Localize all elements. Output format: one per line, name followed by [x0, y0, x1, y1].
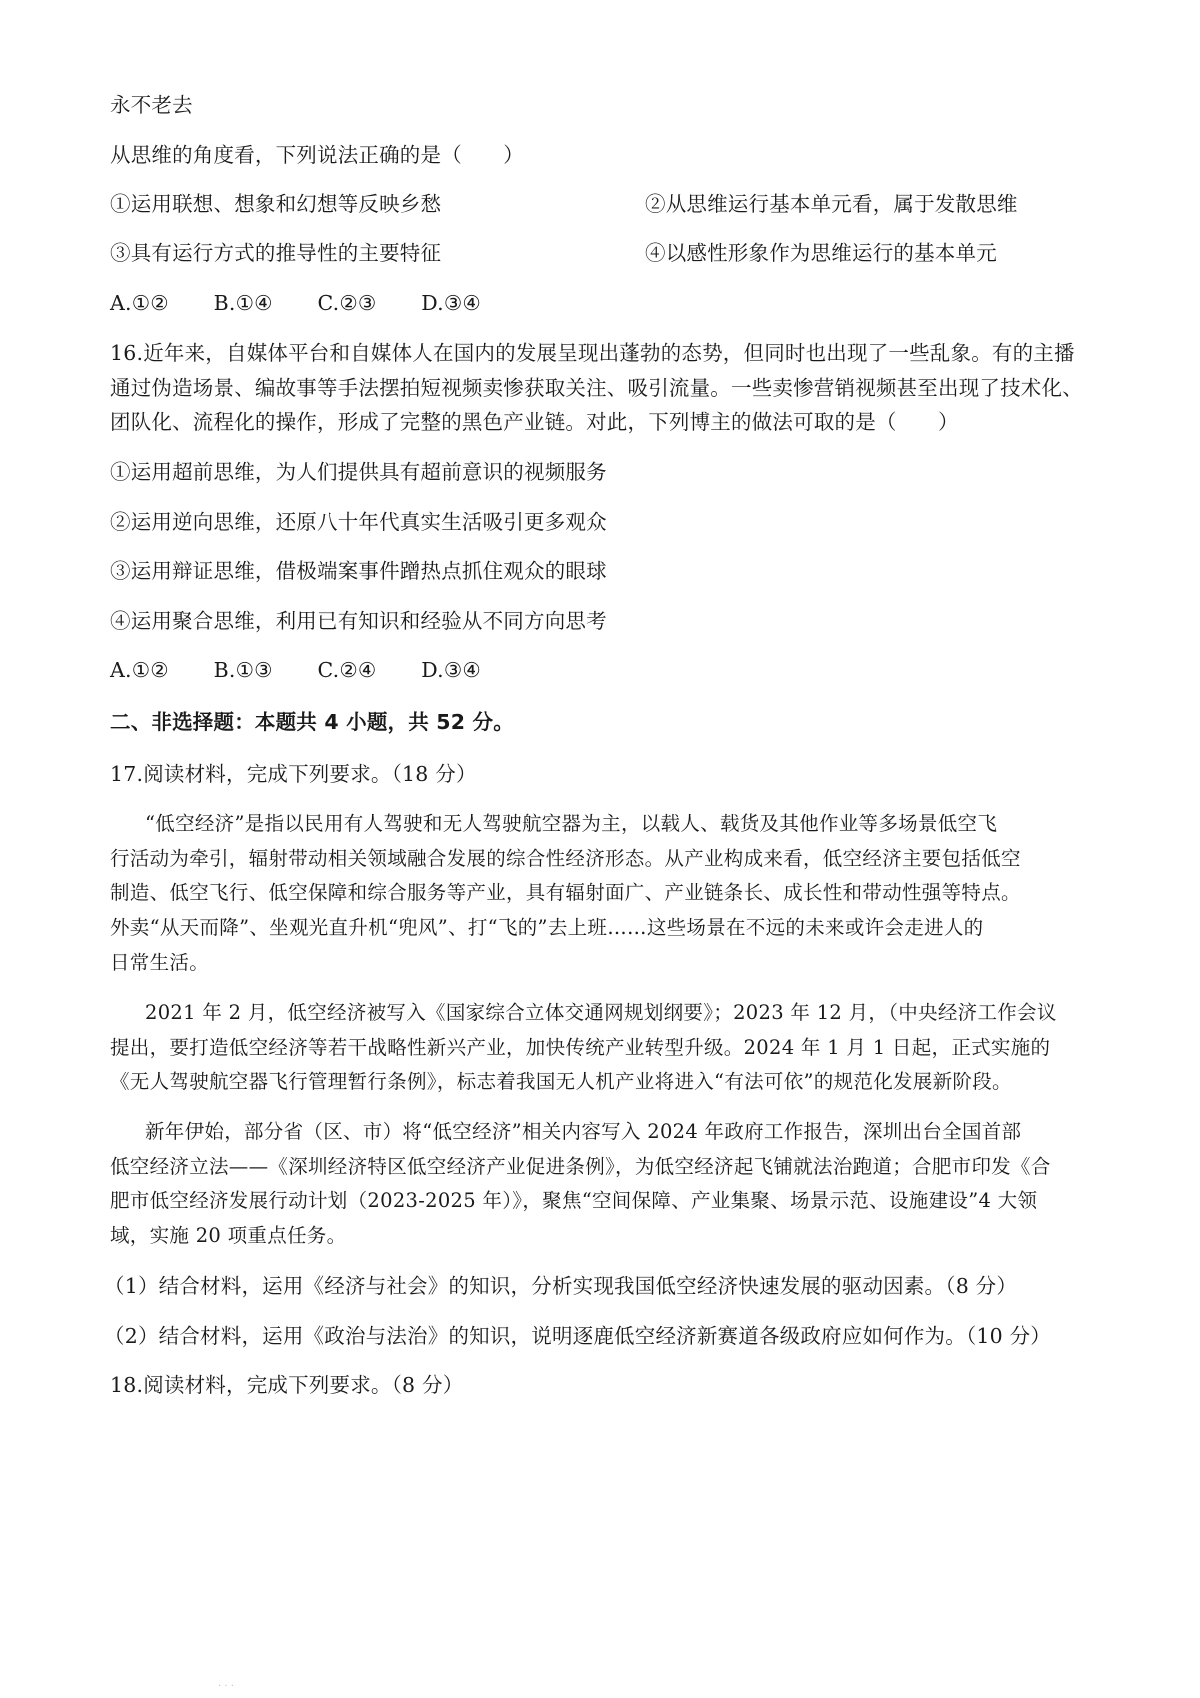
- q16-option-1: ①运用超前思维，为人们提供具有超前意识的视频服务: [110, 460, 607, 484]
- q17-para3-line-4: 域，实施 20 项重点任务。: [110, 1224, 347, 1247]
- q17-para1-line-3: 制造、低空飞行、低空保障和综合服务等产业，具有辐射面广、产业链条长、成长性和带动性强等特点。: [110, 881, 1021, 904]
- q16-option-3: ③运用辩证思维，借极端案事件蹭热点抓住观众的眼球: [110, 559, 607, 583]
- q16-choice-c: C.②④: [317, 658, 377, 682]
- q16-choice-d: D.③④: [421, 658, 481, 682]
- q17-stem: 17.阅读材料，完成下列要求。（18 分）: [110, 762, 477, 786]
- q17-sub-question-1: （1）结合材料，运用《经济与社会》的知识，分析实现我国低空经济快速发展的驱动因素。（8 分）: [104, 1274, 1018, 1298]
- q15-choice-b: B.①④: [213, 291, 273, 315]
- q17-para3-line-2: 低空经济立法——《深圳经济特区低空经济产业促进条例》，为低空经济起飞铺就法治跑道；合肥市印发《合: [110, 1155, 1051, 1178]
- section-2-heading: 二、非选择题：本题共 4 小题，共 52 分。: [110, 710, 514, 734]
- q15-option-3: ③具有运行方式的推导性的主要特征: [110, 241, 442, 265]
- q15-option-1: ①运用联想、想象和幻想等反映乡愁: [110, 192, 442, 216]
- q17-para2-line-2: 提出，要打造低空经济等若干战略性新兴产业，加快传统产业转型升级。2024 年 1 月 1 日起，正式实施的: [110, 1036, 1051, 1059]
- q16-stem-line-2: 通过伪造场景、编故事等手法摆拍短视频卖惨获取关注、吸引流量。一些卖惨营销视频甚至出现了技术化、: [110, 376, 1083, 400]
- q15-options-row2: [110, 241, 1100, 265]
- q15-tail: 永不老去: [110, 93, 193, 117]
- footer-dots: · · ·: [218, 1681, 234, 1692]
- q18-stem: 18.阅读材料，完成下列要求。（8 分）: [110, 1373, 464, 1397]
- q17-para1-line-4: 外卖“从天而降”、坐观光直升机“兜风”、打“飞的”去上班……这些场景在不远的未来或许会走进人的: [110, 916, 984, 939]
- q15-stem: 从思维的角度看，下列说法正确的是（ ）: [110, 143, 524, 167]
- q15-option-2: ②从思维运行基本单元看，属于发散思维: [645, 192, 1018, 216]
- q15-choice-a: A.①②: [110, 291, 169, 315]
- q15-choice-c: C.②③: [317, 291, 377, 315]
- q17-para1-line-1: “低空经济”是指以民用有人驾驶和无人驾驶航空器为主，以载人、载货及其他作业等多场景低空飞: [145, 812, 998, 835]
- q15-option-4: ④以感性形象作为思维运行的基本单元: [645, 241, 997, 265]
- q15-choices: [110, 291, 1100, 315]
- q15-options-row1: [110, 192, 1100, 216]
- q17-sub-question-2: （2）结合材料，运用《政治与法治》的知识，说明逐鹿低空经济新赛道各级政府应如何作为。（10 分）: [104, 1324, 1051, 1348]
- q16-stem-line-1: 16.近年来，自媒体平台和自媒体人在国内的发展呈现出蓬勃的态势，但同时也出现了一些乱象。有的主播: [110, 341, 1075, 365]
- q17-para3-line-1: 新年伊始，部分省（区、市）将“低空经济”相关内容写入 2024 年政府工作报告，深圳出台全国首部: [145, 1120, 1022, 1143]
- q15-choice-d: D.③④: [421, 291, 481, 315]
- q16-option-2: ②运用逆向思维，还原八十年代真实生活吸引更多观众: [110, 510, 607, 534]
- q16-choice-a: A.①②: [110, 658, 169, 682]
- q17-para1-line-5: 日常生活。: [110, 951, 210, 974]
- q16-choices: [110, 658, 1100, 682]
- q17-para2-line-3: 《无人驾驶航空器飞行管理暂行条例》，标志着我国无人机产业将进入“有法可依”的规范化发展新阶段。: [110, 1070, 1012, 1093]
- q16-option-4: ④运用聚合思维，利用已有知识和经验从不同方向思考: [110, 609, 607, 633]
- q17-para1-line-2: 行活动为牵引，辐射带动相关领域融合发展的综合性经济形态。从产业构成来看，低空经济主要包括低空: [110, 847, 1021, 870]
- q17-para2-line-1: 2021 年 2 月，低空经济被写入《国家综合立体交通网规划纲要》；2023 年 12 月，（中央经济工作会议: [145, 1001, 1057, 1024]
- q16-stem-line-3: 团队化、流程化的操作，形成了完整的黑色产业链。对此，下列博主的做法可取的是（ ）: [110, 410, 959, 434]
- q17-para3-line-3: 肥市低空经济发展行动计划（2023-2025 年）》，聚焦“空间保障、产业集聚、场景示范、设施建设”4 大领: [110, 1189, 1038, 1212]
- q16-choice-b: B.①③: [213, 658, 273, 682]
